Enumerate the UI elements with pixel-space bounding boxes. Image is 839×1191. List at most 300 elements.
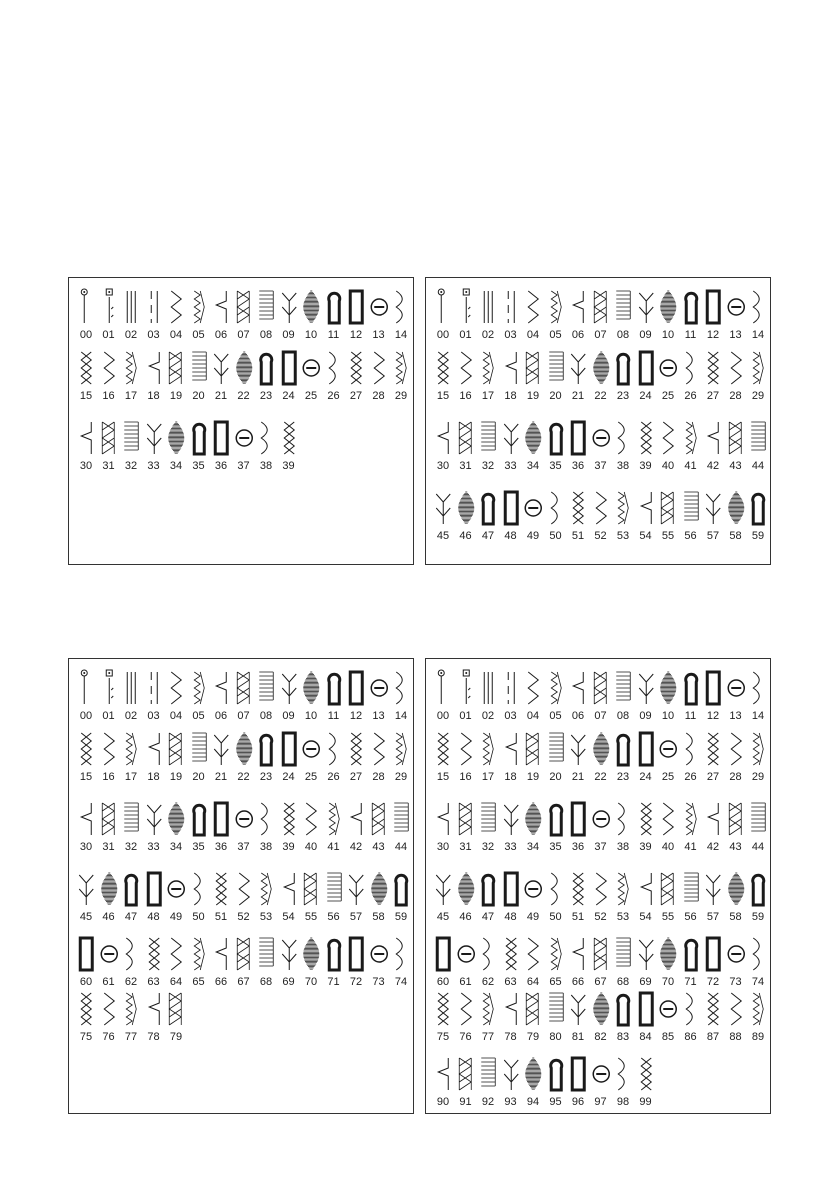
keyhole-buttonhole-icon [612,989,635,1029]
multi-zigzag-icon [545,934,568,974]
multi-zigzag-icon [747,348,770,388]
elastic-icon [477,1054,500,1094]
button-sew-icon [657,348,680,388]
zigzag-icon [725,348,748,388]
stitch-number: 14 [751,710,765,722]
rect-buttonhole-icon [567,799,590,839]
rect-buttonhole-icon [143,869,166,909]
stitch-number: 69 [282,976,295,988]
elastic-icon [612,934,635,974]
stitch-number: 80 [549,1031,562,1043]
stitch-number: 31 [102,841,115,853]
multi-zigzag-icon [477,989,500,1029]
stitch-cell [390,799,413,857]
stitch-number: 10 [304,329,318,341]
honeycomb-icon [702,348,725,388]
stitch-number: 26 [327,390,340,402]
overlock-icon [368,799,391,839]
stitch-number: 29 [394,390,408,402]
stitch-number: 37 [237,841,250,853]
stitch-number: 19 [526,771,540,783]
stitch-number: 14 [394,329,408,341]
honeycomb-icon [635,1054,658,1094]
overlock-icon [98,418,121,458]
keyhole-buttonhole-icon [680,934,703,974]
elastic-icon [390,799,413,839]
stitch-number: 22 [237,771,250,783]
stitch-number: 65 [192,976,205,988]
zigzag-icon [165,287,188,327]
overlock-icon [165,989,188,1029]
stitch-number: 39 [639,841,652,853]
stitch-number: 54 [282,911,295,923]
stitch-number: 21 [214,390,228,402]
keyhole-buttonhole-icon [120,869,143,909]
straight-center-icon [455,668,478,708]
zigzag-icon [98,989,121,1029]
button-sew-icon [657,989,680,1029]
rect-buttonhole-icon [75,934,98,974]
satin-icon [233,348,256,388]
triple-straight-icon [477,287,500,327]
stitch-number: 52 [594,530,607,542]
rect-buttonhole-icon [702,287,725,327]
stitch-number: 00 [436,710,450,722]
zigzag-icon [98,729,121,769]
overlock-icon [590,287,613,327]
stitch-number: 43 [729,460,742,472]
multi-zigzag-icon [188,934,211,974]
stitch-number: 46 [459,530,472,542]
honeycomb-icon [635,799,658,839]
stitch-number: 40 [304,841,318,853]
stitch-number: 78 [147,1031,160,1043]
zigzag-icon [522,287,545,327]
scallop-icon [545,869,568,909]
feather-icon [567,989,590,1029]
stitch-number: 89 [751,1031,765,1043]
stitch-number: 70 [661,976,675,988]
rect-buttonhole-icon [210,799,233,839]
multi-zigzag-icon [680,418,703,458]
button-sew-icon [233,418,256,458]
button-sew-icon [455,934,478,974]
stitch-number: 17 [481,390,495,402]
stitch-number: 68 [259,976,273,988]
stitch-number: 53 [259,911,273,923]
overlock-icon [455,1054,478,1094]
keyhole-buttonhole-icon [680,287,703,327]
stitch-number: 40 [661,460,675,472]
honeycomb-icon [143,934,166,974]
feather-icon [635,668,658,708]
satin-icon [368,869,391,909]
honeycomb-icon [75,348,98,388]
stitch-number: 28 [372,390,385,402]
scallop-icon [747,287,770,327]
zigzag-icon [455,989,478,1029]
blind-hem-icon [500,348,523,388]
elastic-icon [612,668,635,708]
stitch-number: 78 [504,1031,517,1043]
stitch-number: 79 [526,1031,540,1043]
stitch-number: 50 [549,911,562,923]
zigzag-icon [300,799,323,839]
stitch-number: 36 [214,460,228,472]
rect-buttonhole-icon [635,348,658,388]
stitch-number: 04 [169,710,183,722]
stitch-number: 04 [526,710,540,722]
elastic-icon [255,287,278,327]
overlock-icon [522,348,545,388]
stitch-number: 04 [526,329,540,341]
elastic-icon [545,348,568,388]
blind-hem-icon [210,934,233,974]
multi-zigzag-icon [612,488,635,528]
stitch-number: 12 [349,710,363,722]
stitch-number: 81 [571,1031,585,1043]
stitch-number: 45 [436,530,450,542]
stitch-number: 96 [571,1096,585,1108]
stitch-number: 26 [684,390,697,402]
stitch-number: 38 [259,460,273,472]
stitch-number: 52 [237,911,250,923]
stitch-number: 95 [549,1096,562,1108]
stitch-number: 64 [169,976,183,988]
stitch-number: 47 [481,530,495,542]
satin-icon [300,287,323,327]
elastic-icon [120,799,143,839]
stitch-number: 50 [192,911,205,923]
stitch-number: 54 [639,911,652,923]
feather-icon [567,729,590,769]
multi-zigzag-icon [747,989,770,1029]
stitch-number: 56 [684,911,697,923]
stitch-number: 30 [436,841,450,853]
rect-buttonhole-icon [432,934,455,974]
stitch-number: 39 [282,841,295,853]
stitch-number: 45 [79,911,93,923]
stitch-number: 34 [526,841,540,853]
stitch-number: 49 [526,911,540,923]
stitch-number: 72 [349,976,363,988]
basting-icon [500,287,523,327]
keyhole-buttonhole-icon [747,869,770,909]
zigzag-icon [455,348,478,388]
multi-zigzag-icon [545,287,568,327]
stitch-number: 15 [436,390,450,402]
stitch-number: 33 [147,460,160,472]
feather-icon [278,287,301,327]
button-sew-icon [657,729,680,769]
elastic-icon [188,348,211,388]
straight-left-icon [432,668,455,708]
stitch-number: 12 [706,710,720,722]
satin-icon [300,934,323,974]
stitch-cell [390,869,413,927]
zigzag-icon [368,729,391,769]
stitch-number: 37 [594,841,607,853]
stitch-number: 03 [504,329,517,341]
elastic-icon [680,488,703,528]
stitch-number: 73 [729,976,742,988]
stitch-number: 23 [616,390,630,402]
blind-hem-icon [210,287,233,327]
stitch-cell [390,287,413,345]
stitch-cell [747,989,770,1047]
stitch-number: 66 [571,976,585,988]
stitch-number: 69 [639,976,652,988]
stitch-number: 99 [639,1096,652,1108]
elastic-icon [747,799,770,839]
stitch-number: 00 [79,329,93,341]
stitch-number: 16 [102,771,115,783]
feather-icon [75,869,98,909]
scallop-icon [680,348,703,388]
overlock-icon [233,934,256,974]
stitch-number: 19 [169,390,183,402]
blind-hem-icon [278,869,301,909]
zigzag-icon [725,989,748,1029]
scallop-icon [612,799,635,839]
stitch-number: 44 [751,841,765,853]
satin-icon [590,348,613,388]
stitch-number: 21 [571,771,585,783]
stitch-number: 04 [169,329,183,341]
stitch-number: 35 [192,841,205,853]
satin-icon [165,418,188,458]
stitch-number: 32 [481,460,495,472]
stitch-number: 43 [729,841,742,853]
satin-icon [300,668,323,708]
stitch-number: 67 [594,976,607,988]
stitch-number: 31 [102,460,115,472]
stitch-number: 05 [192,710,205,722]
keyhole-buttonhole-icon [545,1054,568,1094]
satin-icon [725,488,748,528]
stitch-number: 17 [481,771,495,783]
feather-icon [500,799,523,839]
overlock-icon [233,287,256,327]
stitch-number: 59 [751,911,765,923]
button-sew-icon [368,287,391,327]
stitch-number: 25 [304,771,318,783]
stitch-number: 14 [751,329,765,341]
multi-zigzag-icon [323,799,346,839]
stitch-number: 18 [147,771,160,783]
stitch-number: 33 [504,460,517,472]
blind-hem-icon [635,869,658,909]
stitch-number: 10 [304,710,318,722]
scallop-icon [390,934,413,974]
straight-left-icon [75,287,98,327]
blind-hem-icon [500,989,523,1029]
stitch-number: 34 [526,460,540,472]
stitch-number: 58 [372,911,385,923]
satin-icon [522,799,545,839]
keyhole-buttonhole-icon [323,934,346,974]
overlock-icon [165,348,188,388]
stitch-number: 36 [214,841,228,853]
scallop-icon [390,668,413,708]
stitch-number: 02 [124,329,138,341]
honeycomb-icon [75,729,98,769]
scallop-icon [323,348,346,388]
stitch-number: 07 [594,710,607,722]
rect-buttonhole-icon [635,729,658,769]
stitch-number: 34 [169,841,183,853]
stitch-number: 70 [304,976,318,988]
button-sew-icon [590,799,613,839]
rect-buttonhole-icon [345,934,368,974]
stitch-number: 11 [684,329,697,341]
blind-hem-icon [702,799,725,839]
stitch-number: 57 [706,530,720,542]
overlock-icon [300,869,323,909]
button-sew-icon [233,799,256,839]
stitch-number: 16 [459,771,472,783]
keyhole-buttonhole-icon [747,488,770,528]
blind-hem-icon [432,418,455,458]
stitch-number: 08 [616,710,630,722]
keyhole-buttonhole-icon [545,418,568,458]
scallop-icon [680,729,703,769]
elastic-icon [612,287,635,327]
stitch-cell [747,869,770,927]
stitch-number: 10 [661,710,675,722]
stitch-number: 29 [751,771,765,783]
stitch-number: 60 [436,976,450,988]
stitch-number: 39 [282,460,295,472]
satin-icon [98,869,121,909]
stitch-number: 87 [706,1031,720,1043]
zigzag-icon [165,934,188,974]
button-sew-icon [368,934,391,974]
honeycomb-icon [567,869,590,909]
stitch-number: 25 [304,390,318,402]
multi-zigzag-icon [188,668,211,708]
keyhole-buttonhole-icon [545,799,568,839]
elastic-icon [680,869,703,909]
stitch-number: 46 [102,911,115,923]
stitch-number: 23 [259,390,273,402]
stitch-number: 19 [526,390,540,402]
stitch-number: 48 [504,530,517,542]
stitch-number: 63 [147,976,160,988]
rect-buttonhole-icon [345,668,368,708]
overlock-icon [98,799,121,839]
button-sew-icon [725,934,748,974]
stitch-number: 25 [661,390,675,402]
stitch-number: 31 [459,841,472,853]
stitch-cell [747,348,770,406]
keyhole-buttonhole-icon [612,348,635,388]
stitch-number: 90 [436,1096,450,1108]
stitch-number: 08 [616,329,630,341]
stitch-number: 44 [394,841,408,853]
stitch-number: 13 [729,329,742,341]
honeycomb-icon [210,869,233,909]
stitch-number: 06 [214,710,228,722]
stitch-number: 24 [282,771,295,783]
satin-icon [590,729,613,769]
button-sew-icon [522,869,545,909]
zigzag-icon [590,488,613,528]
blind-hem-icon [500,729,523,769]
scallop-icon [188,869,211,909]
feather-icon [635,934,658,974]
feather-icon [635,287,658,327]
honeycomb-icon [500,934,523,974]
zigzag-icon [522,668,545,708]
stitch-number: 09 [282,329,295,341]
stitch-number: 51 [571,530,585,542]
stitch-number: 53 [616,911,630,923]
panel-100-stitches [425,658,771,1114]
stitch-cell [165,989,188,1047]
stitch-number: 50 [549,530,562,542]
button-sew-icon [300,729,323,769]
multi-zigzag-icon [545,668,568,708]
honeycomb-icon [432,729,455,769]
stitch-number: 75 [79,1031,93,1043]
basting-icon [500,668,523,708]
zigzag-icon [657,799,680,839]
blind-hem-icon [432,1054,455,1094]
overlock-icon [522,989,545,1029]
button-sew-icon [368,668,391,708]
stitch-number: 61 [459,976,472,988]
stitch-number: 49 [169,911,183,923]
feather-icon [567,348,590,388]
button-sew-icon [590,418,613,458]
stitch-number: 94 [526,1096,540,1108]
feather-icon [702,488,725,528]
feather-icon [143,799,166,839]
keyhole-buttonhole-icon [323,668,346,708]
stitch-number: 42 [349,841,363,853]
stitch-number: 73 [372,976,385,988]
stitch-cell [747,668,770,726]
stitch-number: 18 [504,390,517,402]
stitch-number: 28 [729,390,742,402]
stitch-number: 27 [349,390,363,402]
stitch-number: 41 [327,841,340,853]
stitch-number: 07 [594,329,607,341]
stitch-number: 05 [549,710,562,722]
overlock-icon [725,418,748,458]
stitch-number: 47 [481,911,495,923]
stitch-number: 59 [751,530,765,542]
stitch-number: 05 [192,329,205,341]
stitch-number: 24 [282,390,295,402]
stitch-number: 36 [571,841,585,853]
stitch-number: 08 [259,710,273,722]
scallop-icon [120,934,143,974]
scallop-icon [612,1054,635,1094]
overlock-icon [657,488,680,528]
stitch-number: 63 [504,976,517,988]
stitch-number: 07 [237,710,250,722]
elastic-icon [323,869,346,909]
multi-zigzag-icon [680,799,703,839]
stitch-cell [747,488,770,546]
stitch-number: 18 [147,390,160,402]
stitch-number: 28 [372,771,385,783]
stitch-number: 30 [436,460,450,472]
stitch-number: 38 [259,841,273,853]
satin-icon [590,989,613,1029]
